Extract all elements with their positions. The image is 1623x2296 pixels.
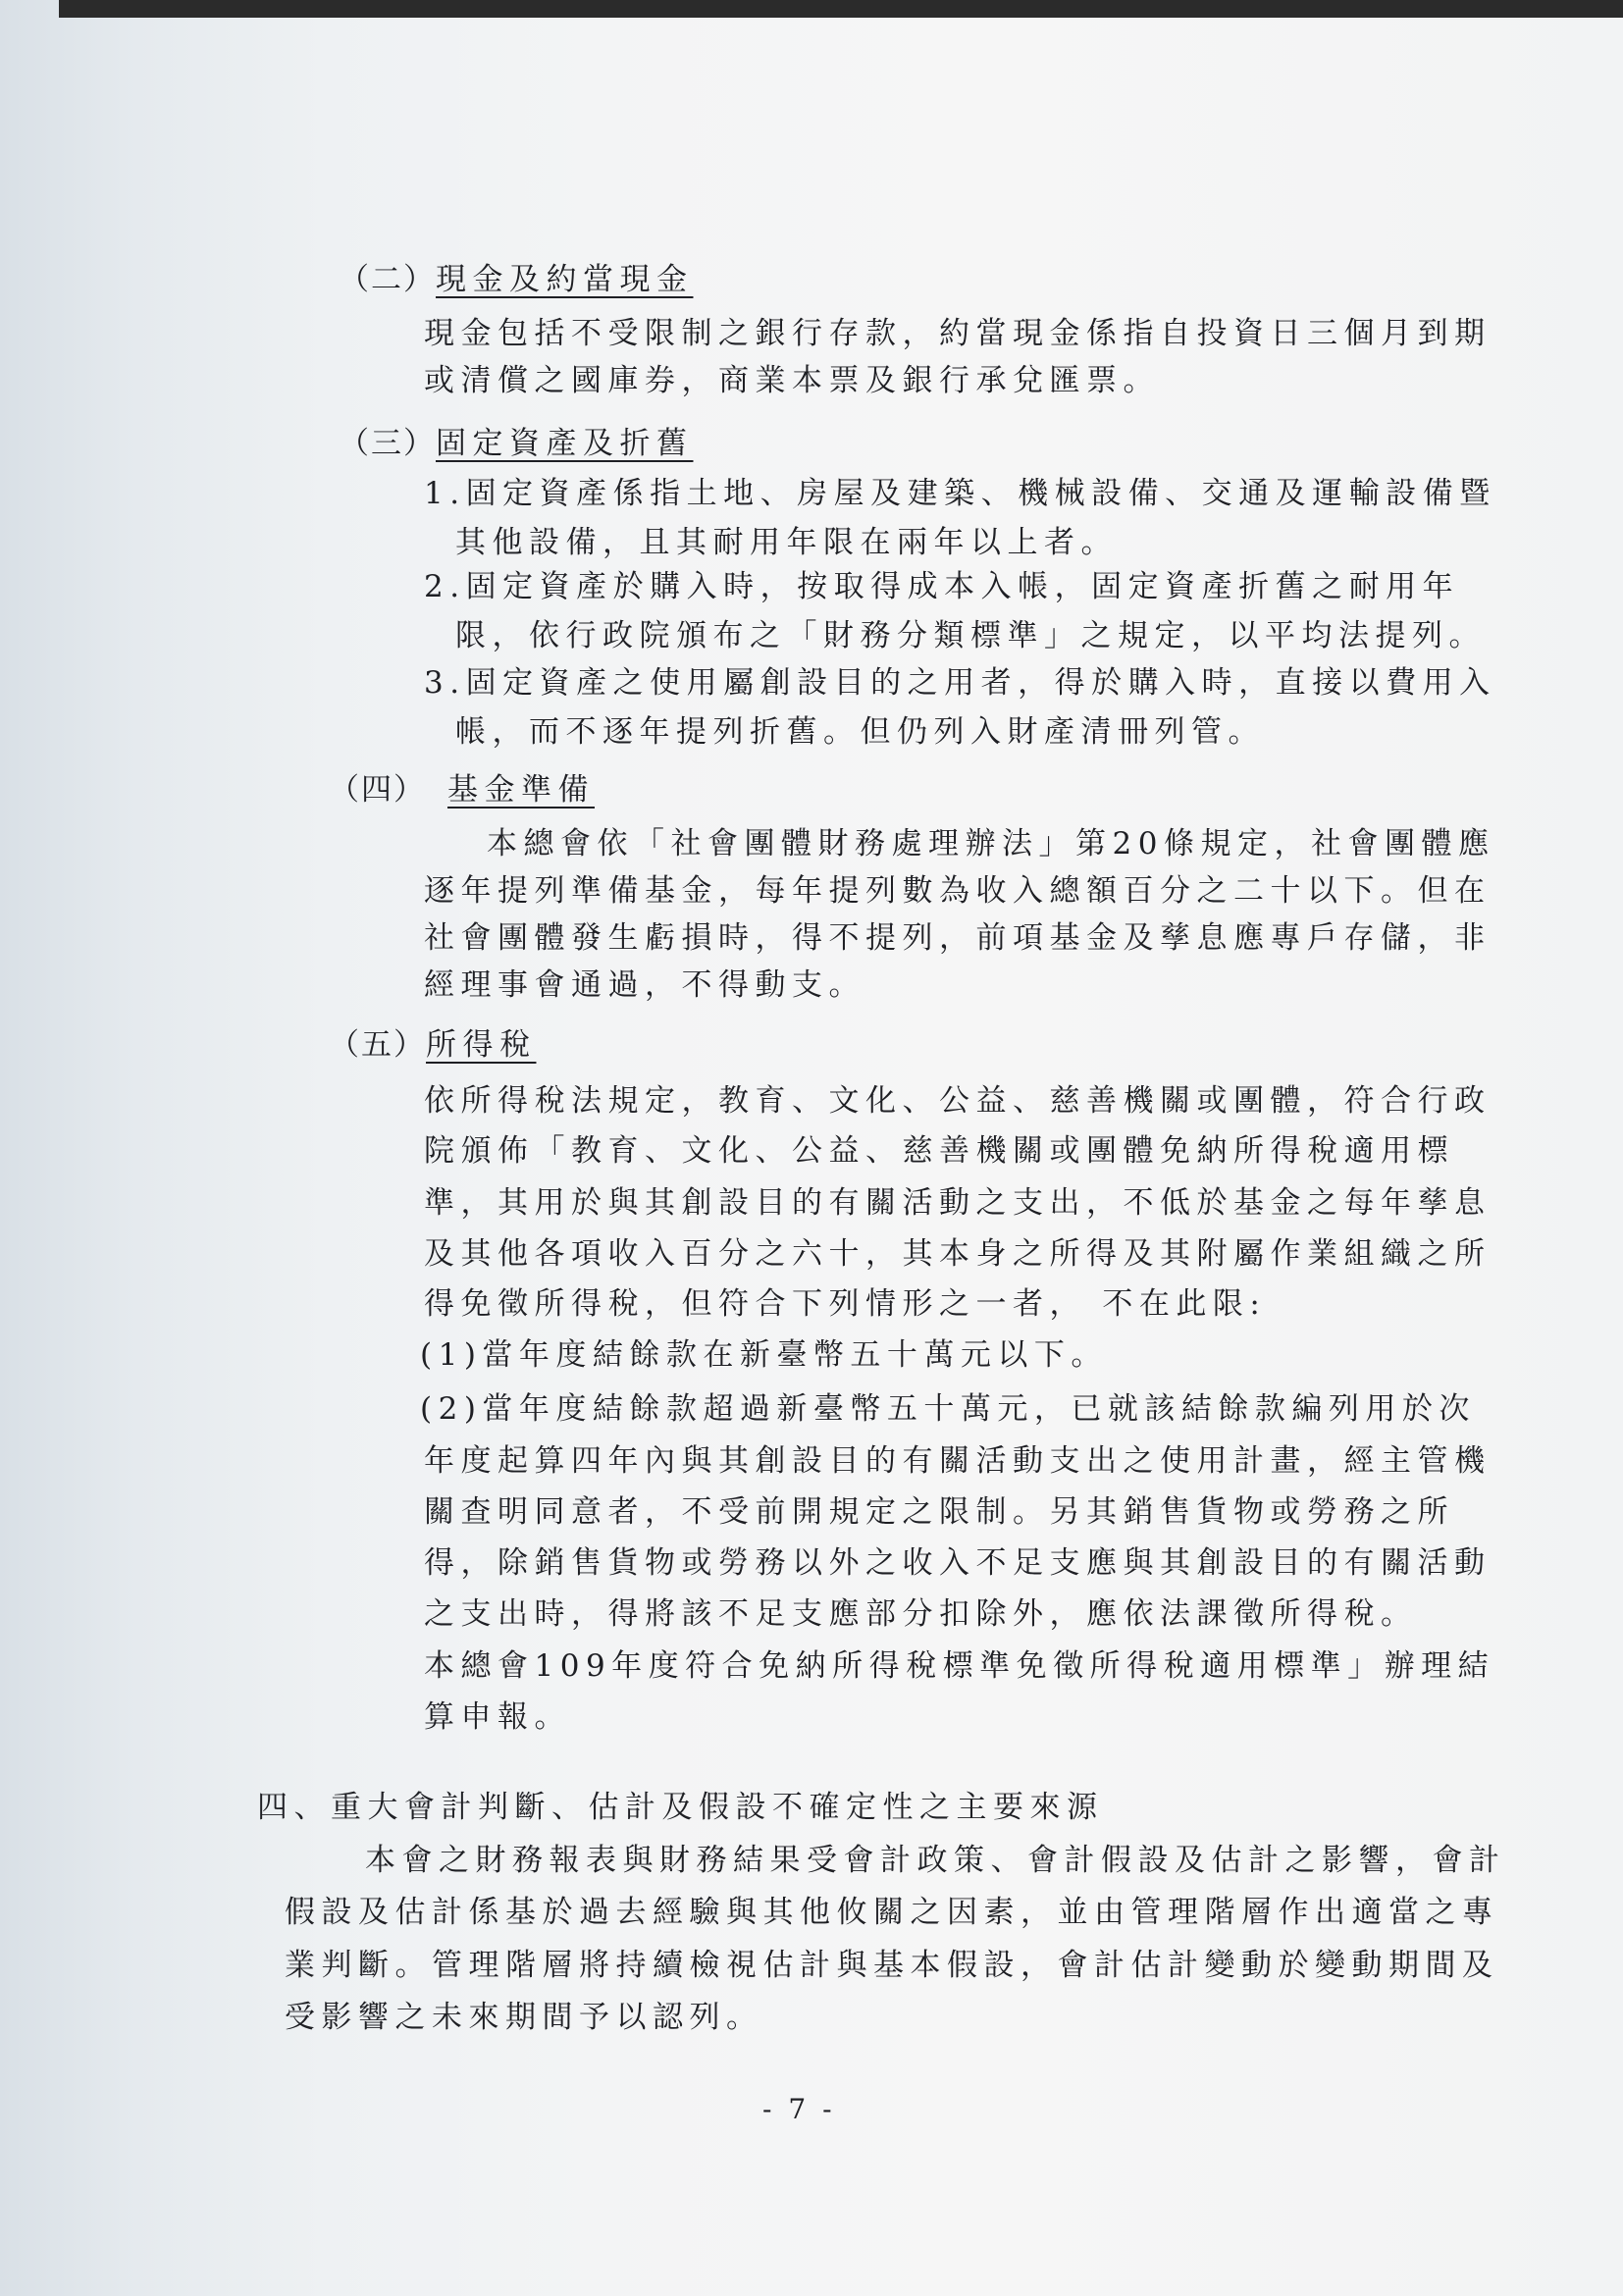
paragraph-line: 算申報。: [424, 1699, 571, 1735]
paragraph-line: 之支出時，得將該不足支應部分扣除外，應依法課徵所得稅。: [424, 1596, 1418, 1632]
section-marker: （二）: [339, 262, 436, 297]
paragraph-line: 關查明同意者，不受前開規定之限制。另其銷售貨物或勞務之所: [424, 1494, 1454, 1530]
list-item: 1.固定資產係指土地、房屋及建築、機械設備、交通及運輸設備暨: [424, 476, 1496, 511]
section-marker: （五）: [329, 1027, 426, 1063]
paragraph-line: 社會團體發生虧損時，得不提列，前項基金及孳息應專戶存儲，非: [424, 920, 1492, 956]
paragraph-line: 準，其用於與其創設目的有關活動之支出，不低於基金之每年孳息: [424, 1185, 1492, 1221]
section-title: 固定資產及折舊: [436, 426, 694, 461]
paragraph-line: 受影響之未來期間予以認列。: [285, 2000, 763, 2035]
paragraph-line: 假設及估計係基於過去經驗與其他攸關之因素，並由管理階層作出適當之專: [285, 1895, 1499, 1930]
section-title: 所得稅: [426, 1027, 537, 1063]
paragraph-line: 本會之財務報表與財務結果受會計政策、會計假設及估計之影響，會計: [365, 1843, 1506, 1878]
section-title: 現金及約當現金: [436, 262, 694, 297]
list-item: (2)當年度結餘款超過新臺幣五十萬元，已就該結餘款編列用於次: [420, 1391, 1476, 1427]
section-marker: （四）: [329, 772, 426, 808]
section-heading: [339, 257, 694, 302]
paragraph-line: 得，除銷售貨物或勞務以外之收入不足支應與其創設目的有關活動: [424, 1545, 1492, 1581]
list-item: (1)當年度結餘款在新臺幣五十萬元以下。: [420, 1337, 1108, 1373]
paragraph-line: 或清償之國庫券，商業本票及銀行承兌匯票。: [424, 363, 1160, 398]
paragraph-line: 經理事會通過，不得動支。: [424, 967, 865, 1003]
paragraph-line: 年度起算四年內與其創設目的有關活動支出之使用計畫，經主管機: [424, 1443, 1492, 1479]
paragraph-line: 得免徵所得稅，但符合下列情形之一者， 不在此限:: [424, 1286, 1267, 1322]
section-heading: [329, 1022, 537, 1068]
paragraph-line: 其他設備，且其耐用年限在兩年以上者。: [455, 525, 1118, 560]
paragraph-line: 院頒佈「教育、文化、公益、慈善機關或團體免納所得稅適用標: [424, 1133, 1454, 1169]
list-item: 3.固定資產之使用屬創設目的之用者，得於購入時，直接以費用入: [424, 665, 1496, 701]
paragraph-line: 現金包括不受限制之銀行存款，約當現金係指自投資日三個月到期: [424, 316, 1492, 351]
section-heading: [339, 421, 694, 466]
list-item: 2.固定資產於購入時，按取得成本入帳，固定資產折舊之耐用年: [424, 569, 1460, 604]
paragraph-line: 本總會依「社會團體財務處理辦法」第20條規定，社會團體應: [487, 826, 1495, 861]
section4-heading: 四、重大會計判斷、估計及假設不確定性之主要來源: [257, 1790, 1104, 1825]
paragraph-line: 限，依行政院頒布之「財務分類標準」之規定，以平均法提列。: [455, 618, 1486, 653]
paragraph-line: 依所得稅法規定，教育、文化、公益、慈善機關或團體，符合行政: [424, 1083, 1492, 1119]
paragraph-line: 業判斷。管理階層將持續檢視估計與基本假設，會計估計變動於變動期間及: [285, 1948, 1499, 1983]
section-marker: （三）: [339, 426, 436, 461]
paragraph-line: 及其他各項收入百分之六十，其本身之所得及其附屬作業組織之所: [424, 1236, 1492, 1272]
paragraph-line: 逐年提列準備基金，每年提列數為收入總額百分之二十以下。但在: [424, 873, 1492, 909]
paragraph-line: 帳，而不逐年提列折舊。但仍列入財產清冊列管。: [455, 714, 1265, 750]
page-number: - 7 -: [762, 2093, 836, 2125]
section-title: 基金準備: [447, 772, 595, 808]
section-heading: [329, 767, 595, 812]
paragraph-line: 本總會109年度符合免納所得稅標準免徵所得稅適用標準」辦理結: [424, 1648, 1495, 1684]
